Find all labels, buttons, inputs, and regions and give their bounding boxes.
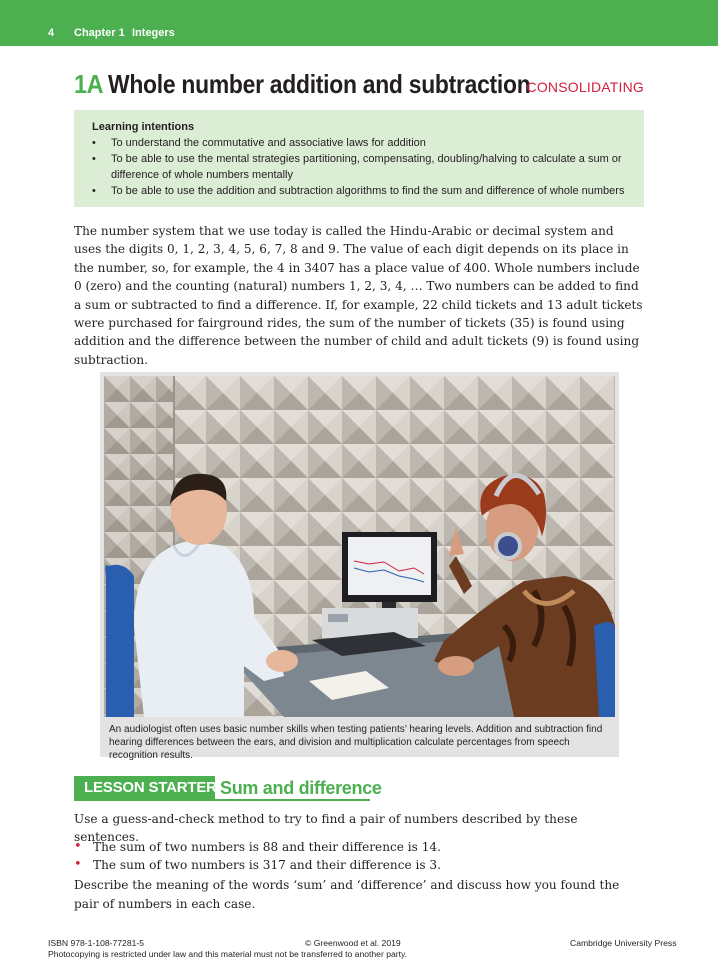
audiologist-illustration: [104, 376, 615, 717]
lesson-starter-underline: [74, 799, 370, 801]
footer-copyright: © Greenwood et al. 2019: [305, 938, 401, 948]
chapter-label: Chapter 1: [74, 27, 125, 39]
section-heading: [74, 69, 644, 103]
footer-isbn: ISBN 978-1-108-77281-5: [48, 938, 145, 948]
learning-intentions-box: [74, 110, 644, 207]
lesson-starter-closing: Describe the meaning of the words ‘sum’ and ‘difference’ and discuss how you found the pair of numbers in each case.: [74, 878, 620, 911]
chapter-name: Integers: [132, 27, 175, 39]
intro-paragraph: The number system that we use today is called the Hindu-Arabic or decimal system and uses the digits 0, 1, 2, 3, 4, 5, 6, 7, 8 and 9. The value of each digit depends on its place in the number, so, for example, the 4 in 3407 has a place value of 400. Whole numbers include 0 (zero) and the counting (natural) numbers 1, 2, 3, 4, … Two numbers can be added to find a sum or subtracted to find a difference. If, for example, 22 child tickets and 13 adult tickets were purchased for fairground rides, the sum of the number of tickets (35) is found using addition and the difference between the number of child and adult tickets (9) is found using subtraction.: [74, 224, 643, 367]
section-number: 1A: [74, 69, 104, 99]
footer-note: Photocopying is restricted under law and this material must not be transferred to another party.: [48, 949, 408, 959]
lesson-starter-label: LESSON STARTER: [74, 776, 215, 800]
learning-intention-item: • To be able to use the mental strategies partitioning, compensating, doubling/halving to calculate a sum or difference of whole numbers mentally: [92, 151, 630, 183]
page-number: 4: [48, 27, 55, 39]
running-header: [0, 0, 718, 46]
photo-caption: An audiologist often uses basic number skills when testing patients’ hearing levels. Addition and subtraction find hearing differences between the ears, and division and multiplication calculate percentages from speech recognition results.: [109, 724, 603, 761]
section-title: Whole number addition and subtraction: [108, 69, 531, 99]
lesson-starter-bullet: • The sum of two numbers is 88 and their difference is 14.: [74, 838, 644, 856]
consolidating-tag: CONSOLIDATING: [526, 79, 644, 95]
learning-intentions-heading: Learning intentions: [92, 121, 195, 133]
learning-intentions-list: [92, 135, 630, 199]
learning-intention-item: • To be able to use the addition and subtraction algorithms to find the sum and difference of whole numbers: [92, 183, 630, 199]
learning-intention-item: • To understand the commutative and associative laws for addition: [92, 135, 630, 151]
lesson-starter-heading: [74, 776, 382, 800]
lesson-starter-instruction: Use a guess-and-check method to try to find a pair of numbers described by these sentences.: [74, 812, 578, 844]
lesson-starter-bullet: • The sum of two numbers is 317 and their difference is 3.: [74, 856, 644, 874]
lesson-starter-title: Sum and difference: [220, 778, 382, 798]
audiologist-photo: [104, 376, 615, 717]
footer-publisher: Cambridge University Press: [570, 938, 677, 948]
photo-figure: [100, 372, 619, 761]
